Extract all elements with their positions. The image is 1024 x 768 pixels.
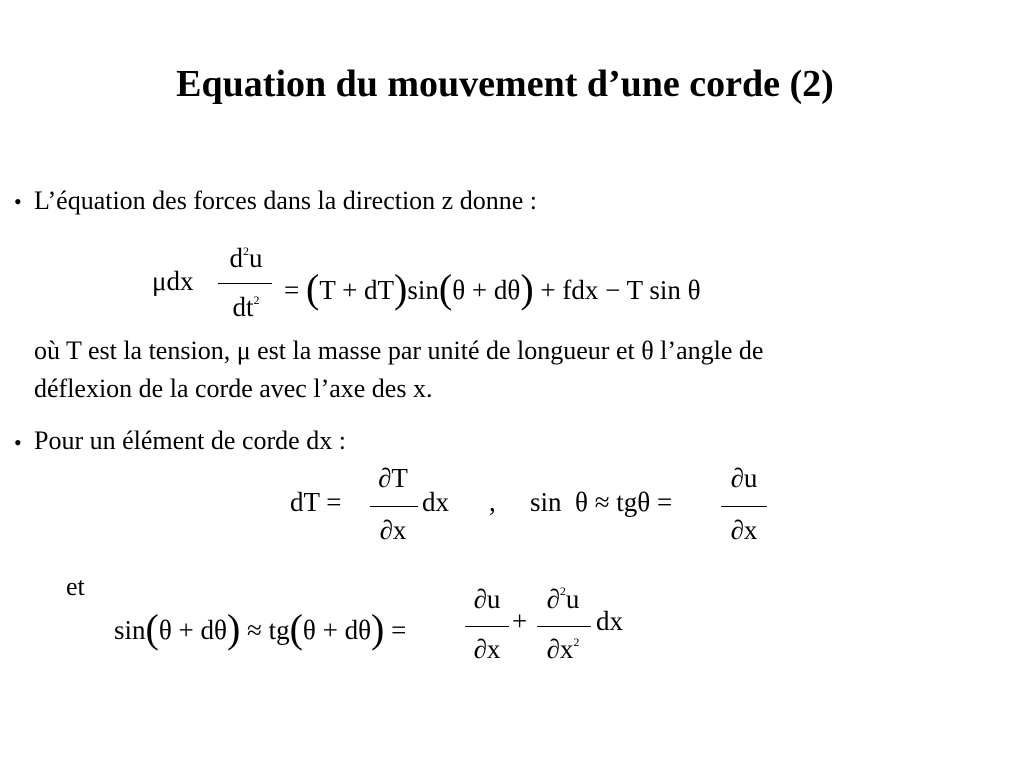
eq1-equals: =: [284, 275, 300, 305]
eq1-num-d: d: [229, 243, 243, 273]
eq3-rparen-1: ): [226, 606, 241, 651]
eq1-frac-numerator: [218, 243, 274, 274]
explanation-line-2: déflexion de la corde avec l’axe des x.: [34, 374, 433, 403]
eq3-frac2-den-x: ∂x: [546, 634, 574, 664]
eq2-comma: ,: [489, 487, 496, 517]
eq3-frac2-num-sup: 2: [559, 584, 566, 598]
eq3-frac2-bar: [537, 626, 591, 627]
eq3-rparen-2: ): [371, 606, 385, 651]
eq1-den-dt: dt: [232, 292, 254, 322]
eq3-lparen-1: (: [145, 606, 159, 651]
eq3-lhs: [114, 606, 407, 651]
eq1-num-sup: 2: [243, 244, 249, 258]
et-label: et: [66, 572, 85, 601]
eq3-sin: sin: [114, 615, 146, 645]
eq1-lparen-1: (: [305, 266, 320, 311]
eq2-lhs: dT =: [290, 487, 342, 517]
eq3-frac2-numerator: [533, 584, 593, 615]
eq1-rhs: [284, 266, 701, 311]
eq2-frac-numerator: ∂T: [378, 463, 408, 493]
eq1-lparen-2: (: [438, 266, 453, 311]
eq1-inner-2: θ + dθ: [452, 275, 521, 305]
eq1-rparen-1: ): [394, 266, 408, 311]
eq3-inner-2: θ + dθ: [302, 615, 372, 645]
eq1-frac-denominator: [218, 292, 274, 323]
eq3-frac2-num-d: ∂: [546, 584, 560, 614]
eq2-frac2-numerator: ∂u: [730, 463, 758, 493]
eq1-sin: sin: [407, 275, 439, 305]
eq3-frac2-denominator: [533, 634, 593, 665]
eq1-rest: + fdx − T sin θ: [540, 275, 701, 305]
bullet-text-element: Pour un élément de corde dx :: [34, 426, 346, 455]
eq3-approx-tg: ≈ tg: [247, 615, 290, 645]
eq2-frac-denominator: ∂x: [379, 515, 407, 545]
eq2-frac2-bar: [721, 506, 767, 507]
eq1-frac-bar: [218, 283, 272, 284]
eq2-frac2-denominator: ∂x: [730, 515, 758, 545]
eq3-frac1-bar: [465, 626, 509, 627]
bullet-marker-1: •: [14, 189, 22, 214]
eq2-frac-bar: [370, 506, 418, 507]
eq3-frac2-num-u: u: [565, 584, 580, 614]
bullet-text-forces: L’équation des forces dans la direction z donne :: [34, 186, 537, 215]
eq3-lparen-2: (: [289, 606, 303, 651]
eq1-rparen-2: ): [520, 266, 534, 311]
eq1-num-u: u: [249, 243, 263, 273]
eq3-frac1-denominator: ∂x: [473, 634, 501, 664]
eq1-den-sup: 2: [253, 293, 260, 307]
explanation-line-1: où T est la tension, μ est la masse par unité de longueur et θ l’angle de: [34, 336, 764, 365]
eq3-equals: =: [391, 615, 407, 645]
eq2-dx: dx: [422, 487, 449, 517]
eq2-middle: sin θ ≈ tgθ =: [530, 487, 673, 517]
bullet-marker-2: •: [14, 430, 22, 455]
eq3-frac1-numerator: ∂u: [473, 584, 501, 614]
eq3-dx: dx: [596, 606, 623, 636]
eq3-frac2-den-sup: 2: [573, 635, 580, 649]
slide-title: Equation du mouvement d’une corde (2): [176, 63, 834, 105]
eq1-lhs: μdx: [152, 266, 194, 296]
eq1-inner-1: T + dT: [319, 275, 395, 305]
eq3-inner-1: θ + dθ: [158, 615, 227, 645]
eq3-plus: +: [512, 606, 528, 636]
